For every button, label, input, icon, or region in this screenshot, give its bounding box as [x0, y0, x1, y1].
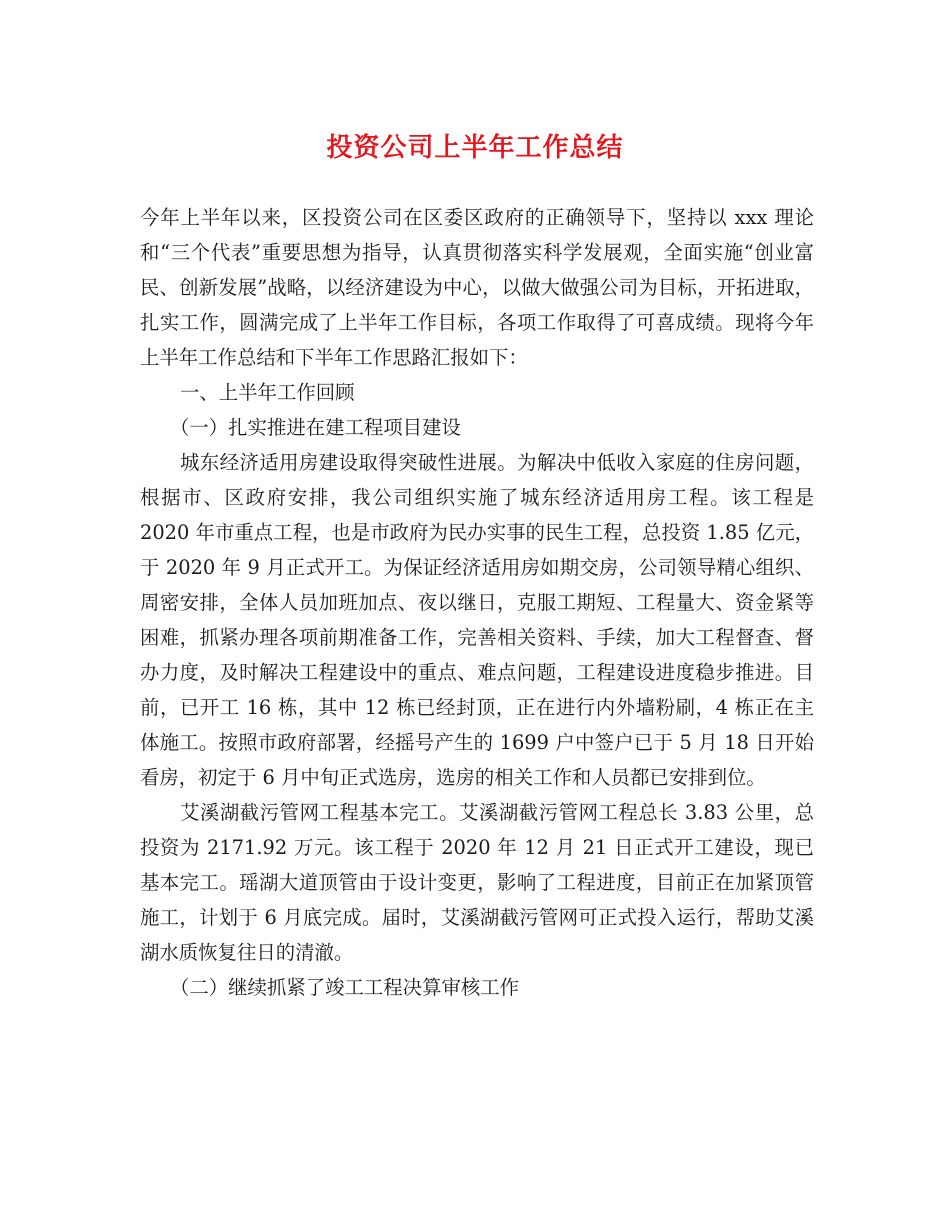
document-body [140, 200, 814, 1005]
subsection-heading-1: （一）扎实推进在建工程项目建设 [170, 416, 461, 439]
subsection-heading-2: （二）继续抓紧了竣工工程决算审核工作 [170, 976, 520, 999]
document-title: 投资公司上半年工作总结 [326, 133, 624, 163]
body-paragraph-pipeline: 艾溪湖截污管网工程基本完工。艾溪湖截污管网工程总长 3.83 公里，总投资为 2171.92 万元。该工程于 2020 年 12 月 21 日正式开工建设，现已基本完工。瑶湖大道顶管由于设计变更，影响了工程进度，目前正在加紧顶管施工，计划于 6 月底完成。届时，艾溪湖截污管网可正式投入运行，帮助艾溪湖水质恢复往日的清澈。 [140, 801, 814, 964]
body-paragraph-housing: 城东经济适用房建设取得突破性进展。为解决中低收入家庭的住房问题，根据市、区政府安排，我公司组织实施了城东经济适用房工程。该工程是 2020 年市重点工程，也是市政府为民办实事的民生工程，总投资 1.85 亿元，于 2020 年 9 月正式开工。为保证经济适用房如期交房，公司领导精心组织、周密安排，全体人员加班加点、夜以继日，克服工期短、工程量大、资金紧等困难，抓紧办理各项前期准备工作，完善相关资料、手续，加大工程督查、督办力度，及时解决工程建设中的重点、难点问题，工程建设进度稳步推进。目前，已开工 16 栋，其中 12 栋已经封顶，正在进行内外墙粉刷，4 栋正在主体施工。按照市政府部署，经摇号产生的 1699 户中签户已于 5 月 18 日开始看房，初定于 6 月中旬正式选房，选房的相关工作和人员都已安排到位。 [140, 451, 814, 789]
intro-paragraph: 今年上半年以来，区投资公司在区委区政府的正确领导下，坚持以 xxx 理论和“三个代表”重要思想为指导，认真贯彻落实科学发展观，全面实施“创业富民、创新发展”战略，以经济建设为中心，以做大做强公司为目标，开拓进取，扎实工作，圆满完成了上半年工作目标，各项工作取得了可喜成绩。现将今年上半年工作总结和下半年工作思路汇报如下： [140, 206, 814, 369]
section-heading-1: 一、上半年工作回顾 [180, 381, 355, 404]
